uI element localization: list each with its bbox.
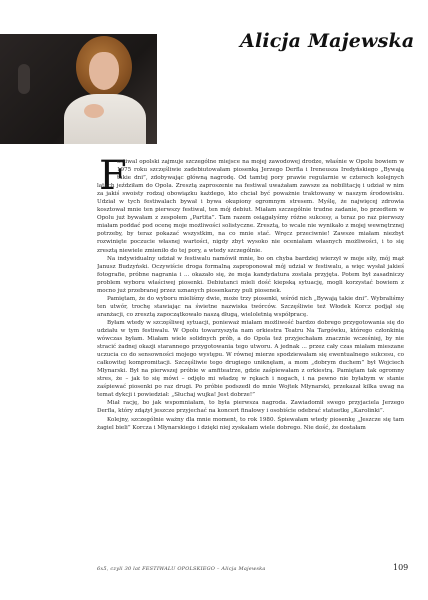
paragraph-4: Byłam wtedy w szczęśliwej sytuacji, ponieważ miałam możliwość bardzo dobrego przygotowania się do udziału w tym festiwalu. W Opolu towarzyszyła nam orkiestra Teatru Na Targówku, którego członkinią wówczas byłam. Miałam wiele solidnych prób, a do Opola też przyjechałam znacznie wcześniej, by nie stracić żadnej okazji starannego przygotowania tego utworu. A jednak ... przez cały czas miałam mieszane uczucia co do sensowności mojego występu. W równej mierze spodziewałam się ewentualnego sukcesu, co całkowitej kompromitacji. Szczęśliwie tego drugiego uniknęłam, a mom „dobrym duchem” był Wojciech Młynarski. Był na pierwszej próbie w amfiteatrze, gdzie zaśpiewałam z orkiestrą. Pamiętam tak ogromny stres, że – jak to się mówi – odjęło mi władzę w rękach i nogach, i na pewno nie byłabym w stanie zaśpiewać piosenki po raz drugi. Po próbie podszedł do mnie Wojtek Młynarski, przekazał kilka uwag na temat dykcji i powiedział: „Słuchaj wujka! Jest dobrze!” [97, 319, 404, 399]
drop-cap: F [99, 153, 127, 199]
microphone-shape [18, 64, 30, 94]
paragraph-5: Miał rację, bo jak wspomniałam, to była pierwsza nagroda. Zawiadomił swego przyjaciela Jerzego Derfla, który zdążył jeszcze przyjechać na koncert finałowy i osobiście odebrać statuetkę „Karolinki”. [97, 400, 404, 415]
paragraph-2: Na indywidualny udział w festiwalu namówił mnie, bo on chyba bardziej wierzył w moje siły, mój mąż Janusz Budzyński. Oczywiście droga formalną zaproponował mój udział w festiwalu, a więc wysłał jakieś fotografie, próbne nagrania i ... okazało się, że moja kandydatura została przyjęta. Potem był zasadniczy problem wyboru właściwej piosenki. Debiutanci mieli dość kiepską sytuację, mogli korzystać bowiem z mocno już przebranej przez uznanych piosenkarzy puli piosenek. [97, 255, 404, 294]
footer-caption: 6x5, czyli 30 lat FESTIWALU OPOLSKIEGO – Alicja Majewska [97, 566, 266, 572]
jacket-shape [64, 94, 146, 144]
paragraph-6: Kolejny, szczególnie ważny dla mnie moment, to rok 1980. Śpiewałam wtedy piosenkę „Jeszcze się tam żagiel bieli” Korcza i Młynarskiego i dzięki niej zyskałam wiele dobrego. Nie dość, że dostałam [97, 416, 404, 431]
hand-shape [84, 104, 104, 118]
article-body [97, 153, 404, 558]
paragraph-3: Pamiętam, że do wyboru mieliśmy dwie, może trzy piosenki, wśród nich „Bywają takie dni”. Wybraliśmy ten utwór, trochę stawiając na świetne nazwiska twórców. Szczęśliwie też Włodek Korcz podjął się aranżacji, co zresztą zapoczątkowało naszą długą, wieloletnią współpracę. [97, 295, 404, 318]
page-number: 109 [393, 563, 409, 572]
paragraph-1: estiwal opolski zajmuje szczególne miejsce na mojej zawodowej drodze, właśnie w Opolu bowiem w 1975 roku szczęśliwie zadebiutowałam piosenką Jerzego Derfla i Ireneusza Iredyńskiego „Bywają takie dni”, zdobywając główną nagrodę. Od tamtej pory prawie regularnie w czterech kolejnych latach jeździłam do Opola. Zresztą zaproszenie na festiwal uważałam zawsze za nobilitację i udział w nim za jakiś swoisty rodzaj obowiązku każdego, kto chciał być poważnie traktowany w naszym środowisku. Udział w tych festiwalach bywał i bywa okupiony ogromnym stresem. Myślę, że najwięcej zdrowia kosztował mnie ten pierwszy festiwal, ten mój debiut. Miałam szczególnie trudne zadanie, bo przedtem w Opolu już bywałam z zespołem „Partita”. Tam razem osiągałyśmy różne sukcesy, a teraz po raz pierwszy miałam poddać pod ocenę moje możliwości solistyczne. Zresztą, to wcale nie wynikało z mojej wewnętrznej potrzeby, by teraz pokazać wszystkim, na co mnie stać. Wręcz przeciwnie! Zawsze miałam niezbyt rozwinięte poczucie własnej wartości, nigdy zbyt wysoko nie oceniałam własnych możliwości, i to się zresztą niewiele zmieniło do tej pory, a wtedy szczególnie. [97, 159, 404, 254]
page-title: Alicja Majewska [240, 30, 415, 52]
face-shape [89, 52, 119, 90]
portrait-photo [0, 34, 157, 144]
